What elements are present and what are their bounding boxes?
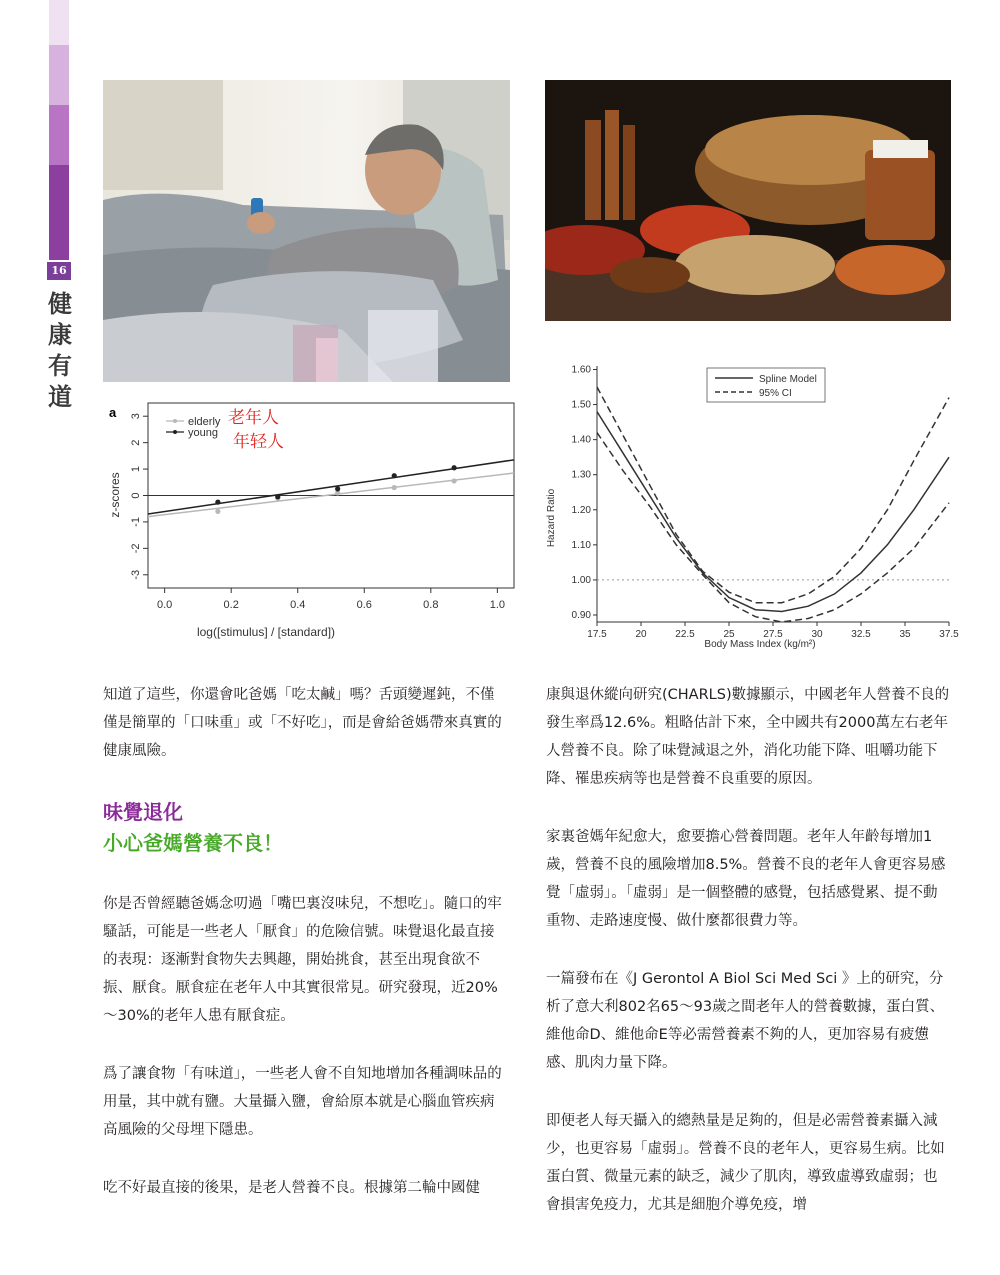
x-tick-label: 22.5	[675, 629, 695, 640]
x-tick-label: 25	[723, 629, 735, 640]
data-point-young	[275, 494, 280, 499]
elderly-man-photo	[103, 80, 510, 382]
x-tick-label: 17.5	[587, 629, 607, 640]
bmi-hazard-chart	[540, 360, 960, 660]
section-name-char: 道	[48, 382, 72, 411]
sidebar-band-2	[49, 45, 69, 105]
x-tick-label: 0.8	[423, 599, 439, 611]
x-tick-label: 1.0	[489, 599, 506, 611]
section-name	[47, 288, 73, 412]
y-tick-label: 2	[129, 439, 142, 446]
body-paragraph: 爲了讓食物「有味道」，一些老人會不自知地增加各種調味品的用量，其中就有鹽。大量攝入鹽，會給原本就是心腦血管疾病高風險的父母埋下隱患。	[103, 1066, 502, 1138]
fit-line-young	[148, 460, 514, 514]
body-paragraph: 康與退休縱向研究(CHARLS)數據顯示，中國老年人營養不良的發生率爲12.6%。粗略估計下來，全中國共有2000萬左右老年人營養不良。除了味覺減退之外，消化功能下降、咀嚼功能下降、罹患疾病等也是營養不良重要的原因。	[546, 687, 950, 787]
x-tick-label: 20	[635, 629, 647, 640]
legend-label-elderly: elderly	[188, 416, 221, 428]
left-column	[103, 681, 508, 1202]
y-tick-label: -3	[129, 569, 142, 580]
data-point-young	[392, 473, 397, 478]
body-paragraph: 你是否曾經聽爸媽念叨過「嘴巴裏沒味兒，不想吃」。隨口的牢騷話，可能是一些老人「厭食」的危險信號。味覺退化最直接的表現：逐漸對食物失去興趣，開始挑食，甚至出現食欲不振、厭食。厭食症在老年人中其實很常見。研究發現，近20%～30%的老年人患有厭食症。	[103, 896, 502, 1024]
y-tick-label: 1.50	[571, 399, 591, 411]
x-tick-label: 32.5	[851, 629, 871, 640]
spices-photo	[545, 80, 951, 321]
panel-label: a	[109, 405, 117, 420]
legend-label-young: young	[188, 427, 218, 439]
hazard-chart-svg	[540, 360, 960, 660]
x-tick-label: 35	[899, 629, 911, 640]
annotation-elderly: 老年人	[228, 408, 279, 427]
legend	[707, 368, 825, 402]
x-tick-label: 27.5	[763, 629, 783, 640]
zscore-chart-svg	[103, 390, 523, 642]
x-tick-label: 0.6	[356, 599, 372, 611]
x-tick-label: 37.5	[939, 629, 959, 640]
y-tick-label: 0.90	[571, 609, 591, 621]
series-line-2	[597, 433, 949, 622]
x-tick-label: 0.4	[290, 599, 306, 611]
y-tick-label: 1.60	[571, 364, 591, 376]
y-tick-label: 1.20	[571, 504, 591, 516]
legend-label-spline: Spline Model	[759, 374, 817, 385]
body-paragraph: 一篇發布在《J Gerontol A Biol Sci Med Sci 》上的研究，分析了意大利802名65～93歲之間老年人的營養數據，蛋白質、維他命D、維他命E等必需營養素不夠的人，更加容易有疲憊感、肌肉力量下降。	[546, 971, 945, 1071]
page-number: 16	[47, 262, 71, 280]
sidebar-band-1	[49, 0, 69, 45]
data-point-elderly	[452, 478, 457, 483]
sidebar-band-4	[49, 165, 69, 260]
section-heading-line2: 小心爸媽營養不良！	[103, 831, 283, 855]
data-point-young	[335, 486, 340, 491]
legend-label-ci: 95% CI	[759, 388, 792, 399]
data-point-young	[452, 465, 457, 470]
x-axis-label: log([stimulus] / [standard])	[196, 625, 336, 639]
y-tick-label: 1	[129, 466, 142, 473]
x-axis-label: Body Mass Index (kg/m²)	[704, 639, 816, 650]
y-tick-label: -2	[129, 543, 142, 554]
y-tick-label: 1.30	[571, 469, 591, 481]
legend	[166, 416, 221, 439]
x-tick-label: 0.0	[156, 599, 173, 611]
section-name-char: 康	[48, 320, 72, 349]
right-column	[546, 681, 951, 1219]
y-tick-label: 1.40	[571, 434, 591, 446]
section-name-char: 健	[48, 289, 72, 318]
section-name-char: 有	[48, 351, 72, 380]
y-tick-label: -1	[129, 517, 142, 527]
body-paragraph: 吃不好最直接的後果，是老人營養不良。根據第二輪中國健	[103, 1180, 480, 1196]
y-tick-label: 1.10	[571, 539, 591, 551]
y-tick-label: 1.00	[571, 574, 591, 586]
data-point-elderly	[215, 509, 220, 514]
body-paragraph: 家裏爸媽年紀愈大，愈要擔心營養問題。老年人年齡每增加1歲，營養不良的風險增加8.5%。營養不良的老年人會更容易感覺「虛弱」。「虛弱」是一個整體的感覺，包括感覺累、提不動重物、走路速度慢、做什麼都很費力等。	[546, 829, 946, 929]
y-tick-label: 0	[129, 492, 142, 499]
taste-zscore-chart	[103, 390, 523, 642]
x-tick-label: 30	[811, 629, 823, 640]
series-line-0	[597, 412, 949, 612]
x-tick-label: 0.2	[223, 599, 239, 611]
section-heading-line1: 味覺退化	[103, 800, 183, 824]
annotation-young: 年轻人	[233, 432, 284, 451]
y-tick-label: 3	[129, 413, 142, 420]
data-point-young	[215, 500, 220, 505]
y-axis-label: Hazard Ratio	[546, 488, 557, 548]
y-axis-label: z-scores	[108, 472, 122, 518]
body-paragraph: 即便老人每天攝入的總熱量是足夠的，但是必需營養素攝入減少，也更容易「虛弱」。營養不良的老年人，更容易生病。比如蛋白質、微量元素的缺乏，減少了肌肉，導致虛導致虛弱；也會損害免疫力，尤其是細胞介導免疫，增	[546, 1113, 945, 1213]
sidebar-band-3	[49, 105, 69, 165]
data-point-elderly	[392, 485, 397, 490]
intro-paragraph: 知道了這些，你還會叱爸媽「吃太鹹」嗎？舌頭變遲鈍，不僅僅是簡單的「口味重」或「不好吃」，而是會給爸媽帶來真實的健康風險。	[103, 687, 502, 759]
fit-line-elderly	[148, 473, 514, 517]
